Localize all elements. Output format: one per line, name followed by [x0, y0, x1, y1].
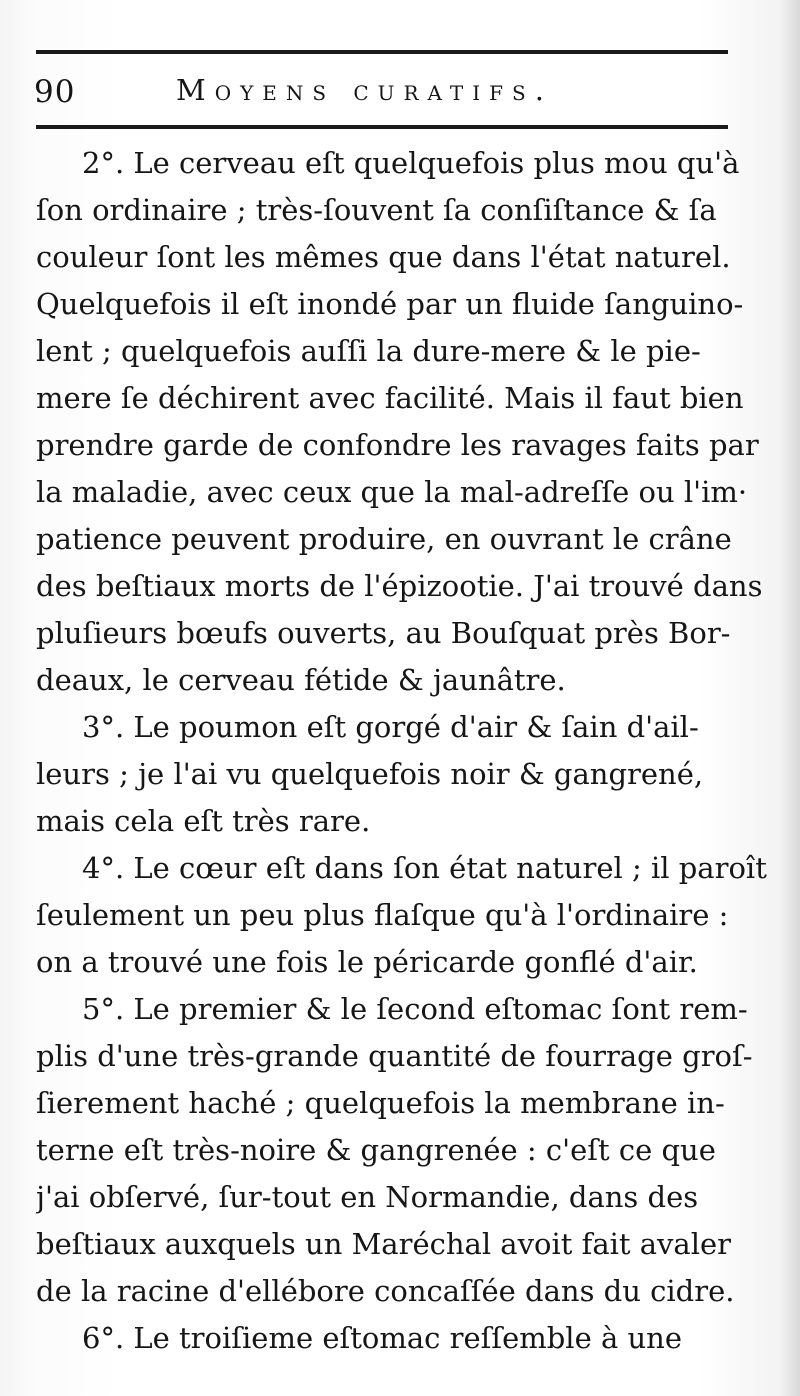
- text-line: plis d'une très-grande quantité de fourrage groſ-: [36, 1039, 753, 1073]
- text-line: mais cela eſt très rare.: [36, 804, 371, 838]
- text-line: 6°. Le troiſieme eſtomac reſſemble à une: [82, 1321, 682, 1355]
- page-number: 90: [34, 74, 76, 110]
- text-line: couleur ſont les mêmes que dans l'état naturel.: [36, 240, 731, 274]
- text-line: des beſtiaux morts de l'épizootie. J'ai trouvé dans: [36, 569, 763, 603]
- text-line: terne eſt très-noire & gangrenée : c'eſt ce que: [36, 1133, 716, 1167]
- text-line: mere ſe déchirent avec facilité. Mais il faut bien: [36, 381, 744, 415]
- header-top-rule: [36, 50, 728, 54]
- text-line: pluſieurs bœufs ouverts, au Bouſquat près Bor-: [36, 616, 731, 650]
- text-line: lent ; quelquefois auſſi la dure-mere & le pie-: [36, 334, 701, 368]
- body-text: [36, 140, 768, 1362]
- text-line: leurs ; je l'ai vu quelquefois noir & gangrené,: [36, 757, 704, 791]
- text-line: on a trouvé une fois le péricarde gonflé d'air.: [36, 945, 698, 979]
- text-line: ſierement haché ; quelquefois la membrane in-: [36, 1086, 725, 1120]
- text-line: Quelquefois il eſt inondé par un fluide ſanguino-: [36, 287, 744, 321]
- text-line: ſeulement un peu plus flaſque qu'à l'ordinaire :: [36, 898, 729, 932]
- text-line: patience peuvent produire, en ouvrant le crâne: [36, 522, 732, 556]
- text-line: deaux, le cerveau fétide & jaunâtre.: [36, 663, 566, 697]
- text-line: de la racine d'ellébore concaſſée dans du cidre.: [36, 1274, 735, 1308]
- text-line: 5°. Le premier & le ſecond eſtomac ſont rem-: [82, 992, 748, 1026]
- header-bottom-rule: [36, 125, 728, 129]
- text-line: la maladie, avec ceux que la mal-adreſſe ou l'im·: [36, 475, 748, 509]
- text-line: 3°. Le poumon eſt gorgé d'air & ſain d'ail-: [82, 710, 699, 744]
- text-line: ſon ordinaire ; très-ſouvent ſa conſiſtance & ſa: [36, 193, 717, 227]
- text-line: j'ai obſervé, ſur-tout en Normandie, dans des: [36, 1180, 699, 1214]
- running-title: Moyens curatifs.: [176, 73, 553, 107]
- text-line: prendre garde de confondre les ravages faits par: [36, 428, 759, 462]
- text-line: beſtiaux auxquels un Maréchal avoit fait avaler: [36, 1227, 732, 1261]
- text-line: 4°. Le cœur eſt dans ſon état naturel ; il paroît: [82, 851, 767, 885]
- text-line: 2°. Le cerveau eſt quelquefois plus mou qu'à: [82, 146, 740, 180]
